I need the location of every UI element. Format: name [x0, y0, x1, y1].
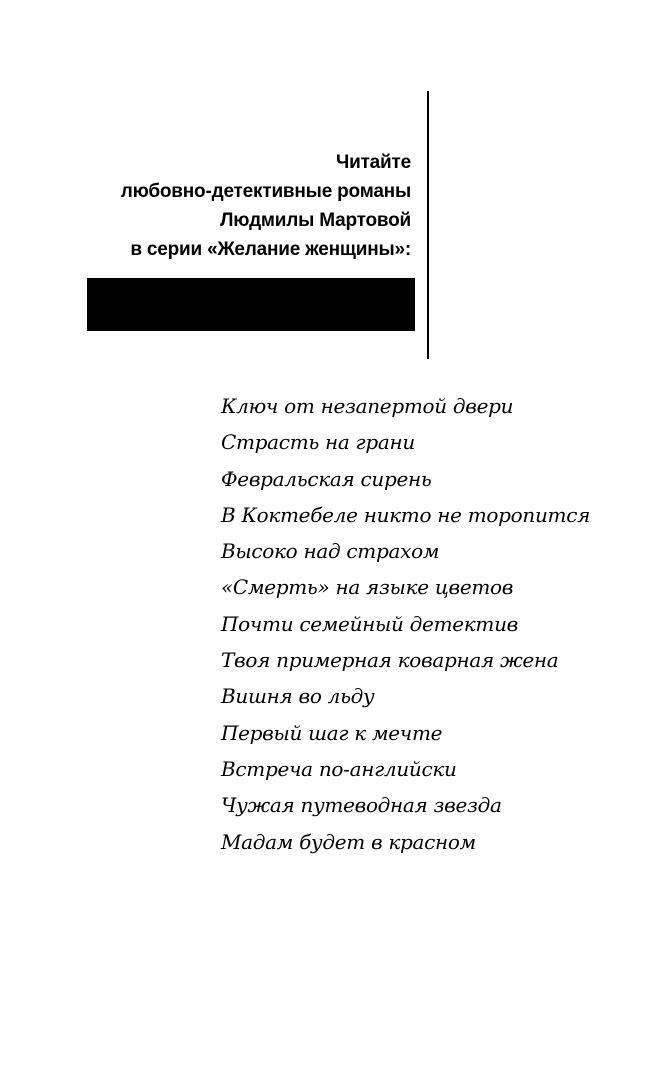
book-title: Высоко над страхом — [221, 539, 440, 564]
series-header — [40, 148, 411, 264]
book-title: Встреча по-английски — [221, 756, 457, 781]
header-line-series: в серии «Желание женщины»: — [130, 239, 411, 260]
book-list — [221, 388, 590, 860]
vertical-divider — [427, 91, 429, 359]
book-title: Страсть на грани — [221, 430, 415, 455]
book-title: Февральская сирень — [221, 466, 432, 491]
header-line-genre: любовно-детективные романы — [120, 181, 411, 202]
book-title: Ключ от незапертой двери — [221, 394, 514, 418]
black-bar — [87, 278, 415, 331]
book-title: Вишня во льду — [221, 684, 375, 709]
book-title: Твоя примерная коварная жена — [221, 648, 559, 673]
header-line-author: Людмилы Мартовой — [220, 210, 411, 231]
book-title: «Смерть» на языке цветов — [221, 575, 514, 600]
book-title: В Коктебеле никто не торопится — [221, 502, 591, 527]
book-title: Чужая путеводная звезда — [221, 793, 502, 818]
book-title: Почти семейный детектив — [221, 611, 519, 636]
book-title: Первый шаг к мечте — [221, 720, 443, 745]
header-line-read: Читайте — [335, 152, 411, 173]
book-title: Мадам будет в красном — [221, 829, 476, 854]
